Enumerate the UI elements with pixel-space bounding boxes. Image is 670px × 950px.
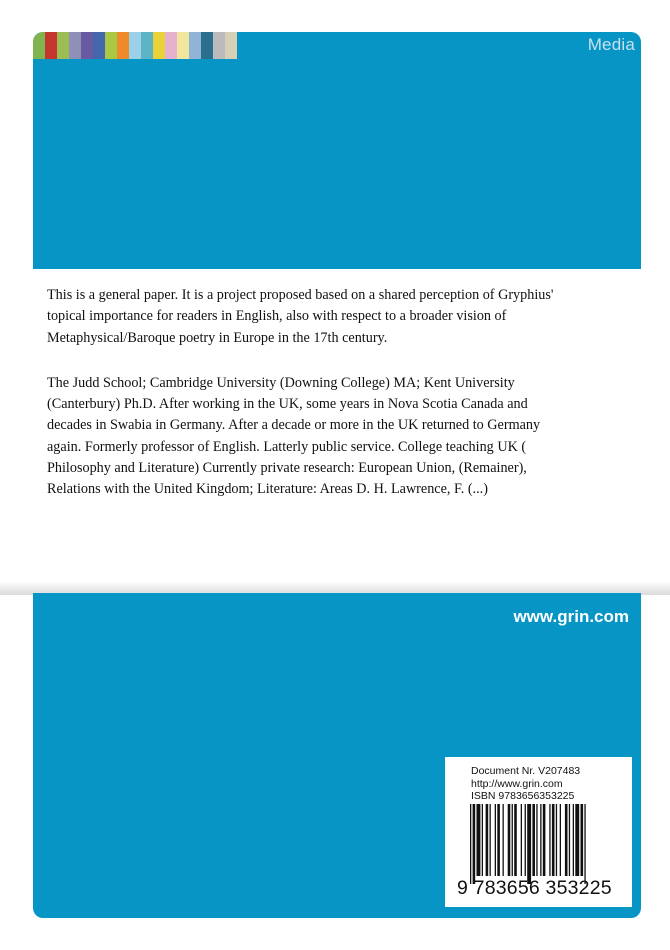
color-stripe bbox=[33, 32, 45, 59]
color-stripe bbox=[117, 32, 129, 59]
description-text bbox=[47, 285, 627, 525]
color-stripe bbox=[93, 32, 105, 59]
document-number: Document Nr. V207483 bbox=[471, 765, 581, 777]
color-stripe bbox=[213, 32, 225, 59]
description-paragraph-2: The Judd School; Cambridge University (Downing College) MA; Kent University (Canterbury) Ph.D. After working in the UK, some years in Nova Scotia Canada and decades in Swabia in Germany. After a decade or more in the UK returned to Germany again. Formerly professor of English. Latterly public service. College teaching UK ( Philosophy and Literature) Currently private research: European Union, (Remainer), Relations with the United Kingdom; Literature: Areas D. H. Lawrence, F. (...) bbox=[47, 374, 541, 498]
color-stripes bbox=[33, 32, 237, 59]
cover-bottom-panel bbox=[33, 593, 641, 918]
color-stripe bbox=[81, 32, 93, 59]
isbn-label: ISBN 9783656353225 bbox=[471, 790, 575, 802]
isbn-digits: 9 783656 353225 bbox=[457, 877, 612, 899]
barcode-icon bbox=[470, 804, 620, 884]
media-label: Media bbox=[587, 35, 635, 54]
color-stripe bbox=[141, 32, 153, 59]
color-stripe bbox=[189, 32, 201, 59]
color-stripe bbox=[69, 32, 81, 59]
document-url[interactable]: http://www.grin.com bbox=[471, 777, 563, 790]
color-stripe bbox=[129, 32, 141, 59]
color-stripe bbox=[165, 32, 177, 59]
barcode-box bbox=[445, 757, 632, 907]
color-stripe bbox=[225, 32, 237, 59]
color-stripe bbox=[45, 32, 57, 59]
description-paragraph-1: This is a general paper. It is a project proposed based on a shared perception of Gryphius' topical importance for readers in English, also with respect to a broader vision of Metaphysical/Baroque poetry in Europe in the 17th century. bbox=[47, 287, 554, 346]
cover-top-panel bbox=[33, 32, 641, 269]
document-info bbox=[471, 765, 580, 803]
color-stripe bbox=[57, 32, 69, 59]
color-stripe bbox=[105, 32, 117, 59]
color-stripe bbox=[153, 32, 165, 59]
color-stripe bbox=[177, 32, 189, 59]
color-stripe bbox=[201, 32, 213, 59]
website-link[interactable]: www.grin.com bbox=[513, 607, 629, 626]
